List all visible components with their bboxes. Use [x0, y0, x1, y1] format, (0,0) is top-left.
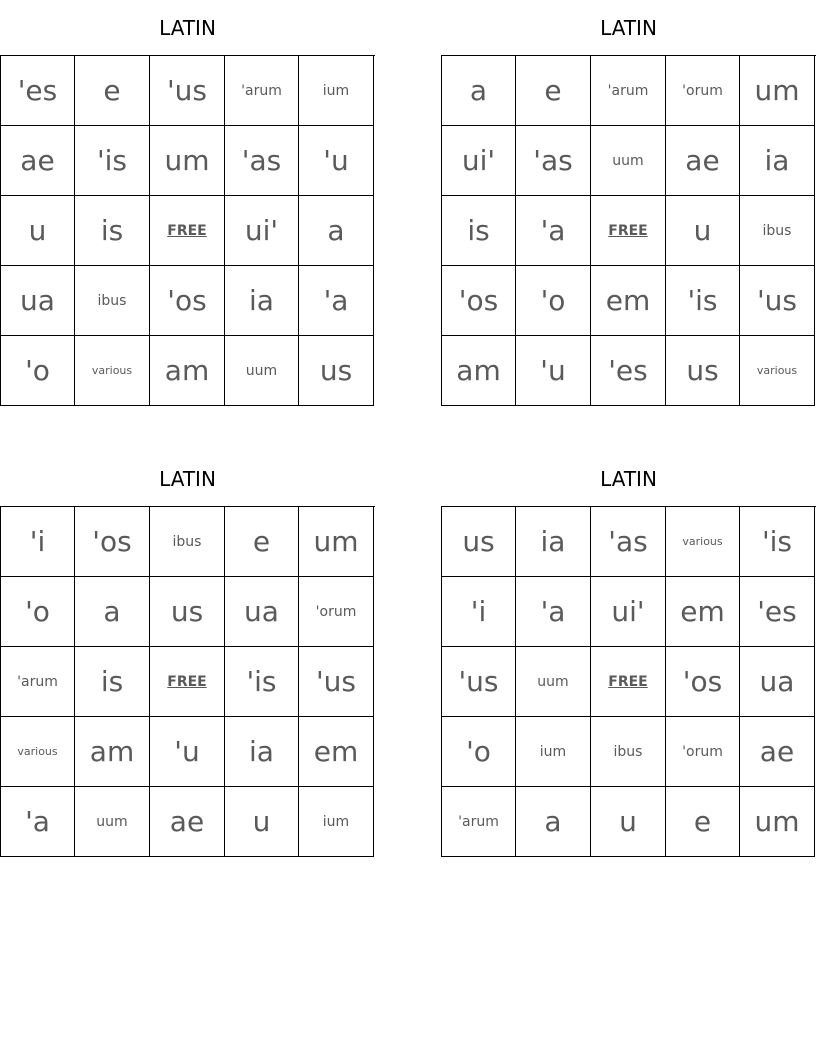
- bingo-cell: 'o: [516, 266, 591, 336]
- bingo-grid: [441, 506, 816, 857]
- bingo-cell: ua: [740, 647, 815, 717]
- bingo-cell: um: [299, 507, 374, 577]
- bingo-cell: 'as: [225, 126, 299, 196]
- bingo-cell: a: [516, 787, 591, 857]
- card-title: LATIN: [159, 16, 216, 40]
- bingo-cell: ui': [225, 196, 299, 266]
- bingo-cell: us: [442, 507, 516, 577]
- bingo-grid: [0, 506, 375, 857]
- bingo-cell: 'arum: [225, 56, 299, 126]
- bingo-cell: 'i: [442, 577, 516, 647]
- bingo-cell-free: FREE: [591, 196, 666, 266]
- bingo-cell-free: FREE: [591, 647, 666, 717]
- bingo-cell: 'is: [225, 647, 299, 717]
- bingo-cell: e: [516, 56, 591, 126]
- bingo-cell: 'os: [150, 266, 225, 336]
- card-title: LATIN: [600, 16, 657, 40]
- bingo-cell: ium: [299, 56, 374, 126]
- bingo-cell: a: [442, 56, 516, 126]
- bingo-cell: 'is: [666, 266, 740, 336]
- bingo-cell: 'arum: [442, 787, 516, 857]
- bingo-cell: is: [75, 196, 150, 266]
- bingo-cell: u: [1, 196, 75, 266]
- bingo-cell: uum: [75, 787, 150, 857]
- bingo-cell: am: [75, 717, 150, 787]
- bingo-cell: 'es: [591, 336, 666, 406]
- bingo-cell: 'o: [442, 717, 516, 787]
- bingo-cell: am: [150, 336, 225, 406]
- bingo-cell: u: [591, 787, 666, 857]
- bingo-cell: 'u: [516, 336, 591, 406]
- bingo-cell: is: [442, 196, 516, 266]
- bingo-cell: e: [666, 787, 740, 857]
- bingo-cell: various: [75, 336, 150, 406]
- bingo-cell: am: [442, 336, 516, 406]
- bingo-cell: 'as: [591, 507, 666, 577]
- bingo-cell: uum: [516, 647, 591, 717]
- bingo-cell: various: [740, 336, 815, 406]
- bingo-cell: 'a: [1, 787, 75, 857]
- bingo-cell: is: [75, 647, 150, 717]
- bingo-cell: ua: [225, 577, 299, 647]
- bingo-cell: 'u: [150, 717, 225, 787]
- bingo-cell: ibus: [591, 717, 666, 787]
- bingo-cell: 'os: [666, 647, 740, 717]
- bingo-cell: 'arum: [1, 647, 75, 717]
- bingo-cell: a: [75, 577, 150, 647]
- bingo-cell: ae: [740, 717, 815, 787]
- bingo-cell: 'a: [516, 577, 591, 647]
- bingo-cell: 'es: [740, 577, 815, 647]
- bingo-cell: us: [299, 336, 374, 406]
- bingo-cell: u: [225, 787, 299, 857]
- bingo-cell: 'orum: [666, 717, 740, 787]
- bingo-cell: um: [740, 56, 815, 126]
- bingo-cell: ui': [591, 577, 666, 647]
- bingo-cell: 'us: [740, 266, 815, 336]
- bingo-cell: ia: [225, 717, 299, 787]
- bingo-cell: em: [666, 577, 740, 647]
- card-title: LATIN: [159, 467, 216, 491]
- bingo-cell: em: [299, 717, 374, 787]
- bingo-card-3: [0, 451, 375, 838]
- bingo-cell: 'a: [516, 196, 591, 266]
- bingo-cell: a: [299, 196, 374, 266]
- bingo-cell: 'orum: [666, 56, 740, 126]
- bingo-cell: um: [150, 126, 225, 196]
- bingo-cell: ae: [666, 126, 740, 196]
- bingo-cell: ium: [516, 717, 591, 787]
- bingo-cell: 'o: [1, 336, 75, 406]
- bingo-cell: 'o: [1, 577, 75, 647]
- bingo-cell-free: FREE: [150, 647, 225, 717]
- bingo-cell: 'orum: [299, 577, 374, 647]
- bingo-cell: 'as: [516, 126, 591, 196]
- bingo-cell: 'os: [75, 507, 150, 577]
- bingo-cell: 'us: [299, 647, 374, 717]
- bingo-card-4: [441, 451, 816, 838]
- bingo-cell: various: [1, 717, 75, 787]
- bingo-grid: [0, 55, 375, 406]
- bingo-cell: 'es: [1, 56, 75, 126]
- bingo-cell-free: FREE: [150, 196, 225, 266]
- bingo-cell: ia: [740, 126, 815, 196]
- bingo-cell: ium: [299, 787, 374, 857]
- bingo-cell: 'u: [299, 126, 374, 196]
- bingo-cell: ibus: [740, 196, 815, 266]
- bingo-cell: ui': [442, 126, 516, 196]
- bingo-cell: ae: [1, 126, 75, 196]
- bingo-cell: e: [75, 56, 150, 126]
- bingo-cell: ia: [225, 266, 299, 336]
- bingo-cell: 'is: [740, 507, 815, 577]
- bingo-cell: us: [666, 336, 740, 406]
- card-title: LATIN: [600, 467, 657, 491]
- bingo-cell: um: [740, 787, 815, 857]
- bingo-cell: 'us: [442, 647, 516, 717]
- bingo-cell: 'arum: [591, 56, 666, 126]
- bingo-cell: ia: [516, 507, 591, 577]
- bingo-cell: em: [591, 266, 666, 336]
- bingo-grid: [441, 55, 816, 406]
- bingo-cell: ibus: [150, 507, 225, 577]
- bingo-cell: ibus: [75, 266, 150, 336]
- bingo-cell: e: [225, 507, 299, 577]
- bingo-cell: ae: [150, 787, 225, 857]
- bingo-card-2: [441, 0, 816, 387]
- bingo-cell: uum: [591, 126, 666, 196]
- bingo-cell: us: [150, 577, 225, 647]
- bingo-cell: 'us: [150, 56, 225, 126]
- bingo-cell: 'os: [442, 266, 516, 336]
- bingo-cell: u: [666, 196, 740, 266]
- bingo-cell: 'i: [1, 507, 75, 577]
- bingo-cell: ua: [1, 266, 75, 336]
- bingo-cell: various: [666, 507, 740, 577]
- bingo-card-1: [0, 0, 375, 387]
- bingo-cell: 'a: [299, 266, 374, 336]
- bingo-cell: 'is: [75, 126, 150, 196]
- bingo-cell: uum: [225, 336, 299, 406]
